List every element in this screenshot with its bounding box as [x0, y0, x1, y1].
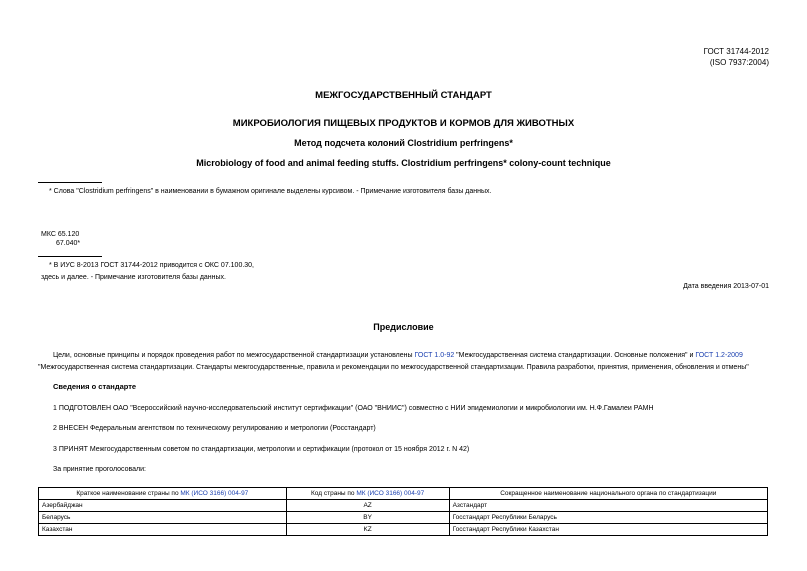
english-title: Microbiology of food and animal feeding stuffs. Clostridium perfringens* colony-count technique [196, 158, 611, 168]
footnote-ius-line2: здесь и далее. - Примечание изготовителя базы данных. [41, 274, 227, 281]
header-country-name: Краткое наименование страны по МК (ИСО 3166) 004-97 [39, 488, 287, 500]
footnote-divider [38, 182, 102, 183]
table-row [39, 500, 768, 512]
footnote-divider [38, 256, 102, 257]
body-cell: Госстандарт Республики Казахстан [449, 524, 767, 536]
country-cell: Казахстан [39, 524, 287, 536]
body-cell: Азстандарт [449, 500, 767, 512]
foreword-paragraph-line2: "Межгосударственная система стандартизации. Стандарты межгосударственные, правила и рекомендации по межгосударственной стандартизации. Правила разработки, принятия, применения, обновления и отмены" [38, 364, 749, 371]
header-country-code: Код страны по МК (ИСО 3166) 004-97 [286, 488, 449, 500]
method-title: Метод подсчета колоний Clostridium perfringens* [294, 138, 513, 148]
introduction-date: Дата введения 2013-07-01 [683, 283, 769, 290]
table-header-row [39, 488, 768, 500]
body-cell: Госстандарт Республики Беларусь [449, 512, 767, 524]
footnote-ius-line1: * В ИУС 8-2013 ГОСТ 31744-2012 приводится с ОКС 07.100.30, [49, 262, 255, 269]
mk-iso-link[interactable]: МК (ИСО 3166) 004-97 [180, 490, 249, 497]
foreword-text-start: Цели, основные принципы и порядок проведения работ по межгосударственной стандартизации установлены [53, 352, 415, 359]
standard-type-title: МЕЖГОСУДАРСТВЕННЫЙ СТАНДАРТ [315, 90, 492, 101]
country-cell: Азербайджан [39, 500, 287, 512]
info-item-adopted: 3 ПРИНЯТ Межгосударственным советом по стандартизации, метрологии и сертификации (протокол от 15 ноября 2012 г. N 42) [53, 446, 470, 453]
mk-iso-link[interactable]: МК (ИСО 3166) 004-97 [356, 490, 425, 497]
foreword-text-mid: "Межгосударственная система стандартизации. Основные положения" и [454, 352, 696, 359]
iso-number: (ISO 7937:2004) [709, 58, 769, 67]
gost-1-2-2009-link[interactable]: ГОСТ 1.2-2009 [695, 352, 743, 359]
footnote-italics: * Слова "Clostridium perfringens" в наименовании в бумажном оригинале выделены курсивом. - Примечание изготовителя базы данных. [49, 188, 492, 195]
mks-code: МКС 65.120 [41, 231, 80, 238]
table-row [39, 512, 768, 524]
gost-1-0-92-link[interactable]: ГОСТ 1.0-92 [414, 352, 455, 359]
foreword-paragraph-line1 [53, 352, 743, 359]
code-cell: BY [286, 512, 449, 524]
foreword-heading: Предисловие [373, 322, 434, 332]
mks-code-secondary: 67.040* [56, 240, 81, 247]
document-code [704, 46, 769, 68]
standard-info-heading: Сведения о стандарте [53, 382, 137, 391]
gost-number: ГОСТ 31744-2012 [703, 47, 769, 56]
votes-table [38, 487, 768, 536]
vote-label: За принятие проголосовали: [53, 466, 146, 473]
main-title: МИКРОБИОЛОГИЯ ПИЩЕВЫХ ПРОДУКТОВ И КОРМОВ ДЛЯ ЖИВОТНЫХ [232, 118, 575, 129]
code-cell: KZ [286, 524, 449, 536]
info-item-submitted: 2 ВНЕСЕН Федеральным агентством по техническому регулированию и метрологии (Росстандарт) [53, 425, 376, 432]
code-cell: AZ [286, 500, 449, 512]
header-standards-body: Сокращенное наименование национального органа по стандартизации [449, 488, 767, 500]
table-row [39, 524, 768, 536]
info-item-prepared: 1 ПОДГОТОВЛЕН ОАО "Всероссийский научно-исследовательский институт сертификации" (ОАО "ВНИИС") совместно с НИИ эпидемиологии и микробиологии им. Н.Ф.Гамалеи РАМН [53, 405, 654, 412]
country-cell: Беларусь [39, 512, 287, 524]
